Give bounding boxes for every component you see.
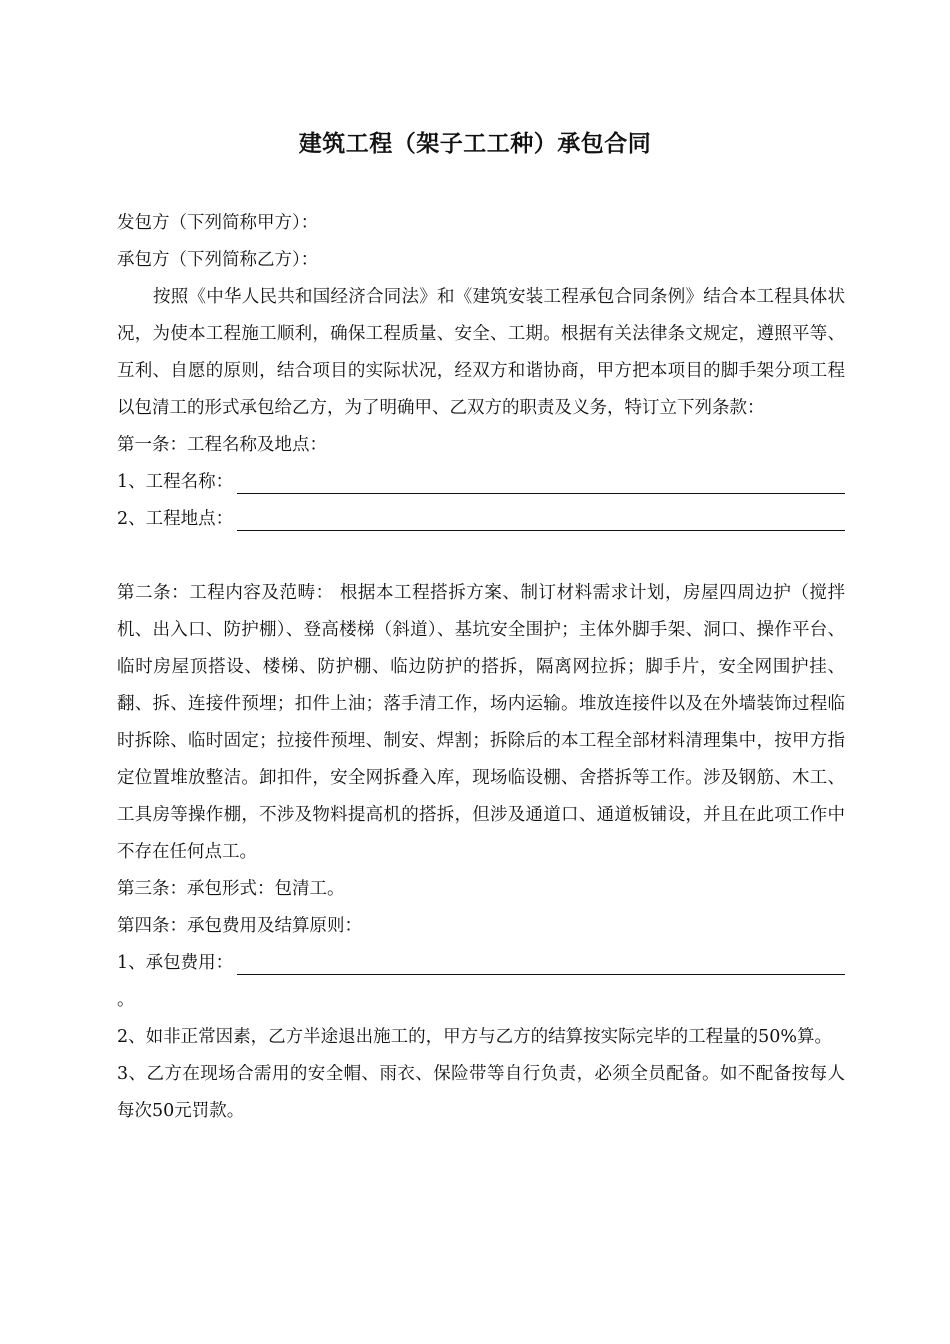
contract-fee-blank <box>237 950 845 975</box>
project-location-label: 2、工程地点： <box>117 509 234 529</box>
article2-paragraph: 第二条：工程内容及范畴： 根据本工程搭拆方案、制订材料需求计划，房屋四周边护（搅拌机、出入口、防护棚）、登高楼梯（斜道）、基坑安全围护；主体外脚手架、洞口、操作平台、临时房屋顶搭设、楼梯、防护棚、临边防护的搭拆，隔离网拉拆；脚手片，安全网围护挂、翻、拆、连接件预埋；扣件上油；落手清工作，场内运输。堆放连接件以及在外墙装饰过程临时拆除、临时固定；拉接件预埋、制安、焊割；拆除后的本工程全部材料清理集中，按甲方指定位置堆放整洁。卸扣件，安全网拆叠入库，现场临设棚、舍搭拆等工作。涉及钢筋、木工、工具房等操作棚，不涉及物料提高机的搭拆，但涉及通道口、通道板铺设，并且在此项工作中不存在任何点工。 <box>117 583 845 862</box>
contract-fee-field <box>117 945 845 982</box>
contract-fee-label: 1、承包费用： <box>117 953 234 973</box>
document-body <box>117 205 845 1130</box>
project-location-blank <box>237 506 845 531</box>
project-name-label: 1、工程名称： <box>117 472 234 492</box>
article3-paragraph: 第三条：承包形式：包清工。 <box>117 879 345 899</box>
party-a-line: 发包方（下列简称甲方）： <box>117 213 319 233</box>
project-name-field <box>117 464 845 501</box>
article1-heading: 第一条：工程名称及地点： <box>117 435 327 455</box>
contract-fee-end: 。 <box>117 990 135 1010</box>
spacer <box>117 538 845 575</box>
document-title: 建筑工程（架子工工种）承包合同 <box>298 130 652 157</box>
article4-heading: 第四条：承包费用及结算原则： <box>117 916 362 936</box>
article4-item3: 3、乙方在现场合需用的安全帽、雨衣、保险带等自行负责，必须全员配备。如不配备按每人每次50元罚款。 <box>117 1064 845 1121</box>
project-name-blank <box>237 469 845 494</box>
article4-item2: 2、如非正常因素，乙方半途退出施工的，甲方与乙方的结算按实际完毕的工程量的50%算。 <box>117 1027 833 1047</box>
party-b-line: 承包方（下列简称乙方）： <box>117 250 319 270</box>
project-location-field <box>117 501 845 538</box>
preamble-paragraph: 按照《中华人民共和国经济合同法》和《建筑安装工程承包合同条例》结合本工程具体状况，为使本工程施工顺利，确保工程质量、安全、工期。根据有关法律条文规定，遵照平等、互利、自愿的原则，结合项目的实际状况，经双方和谐协商，甲方把本项目的脚手架分项工程以包清工的形式承包给乙方，为了明确甲、乙双方的职责及义务，特订立下列条款： <box>117 287 845 418</box>
